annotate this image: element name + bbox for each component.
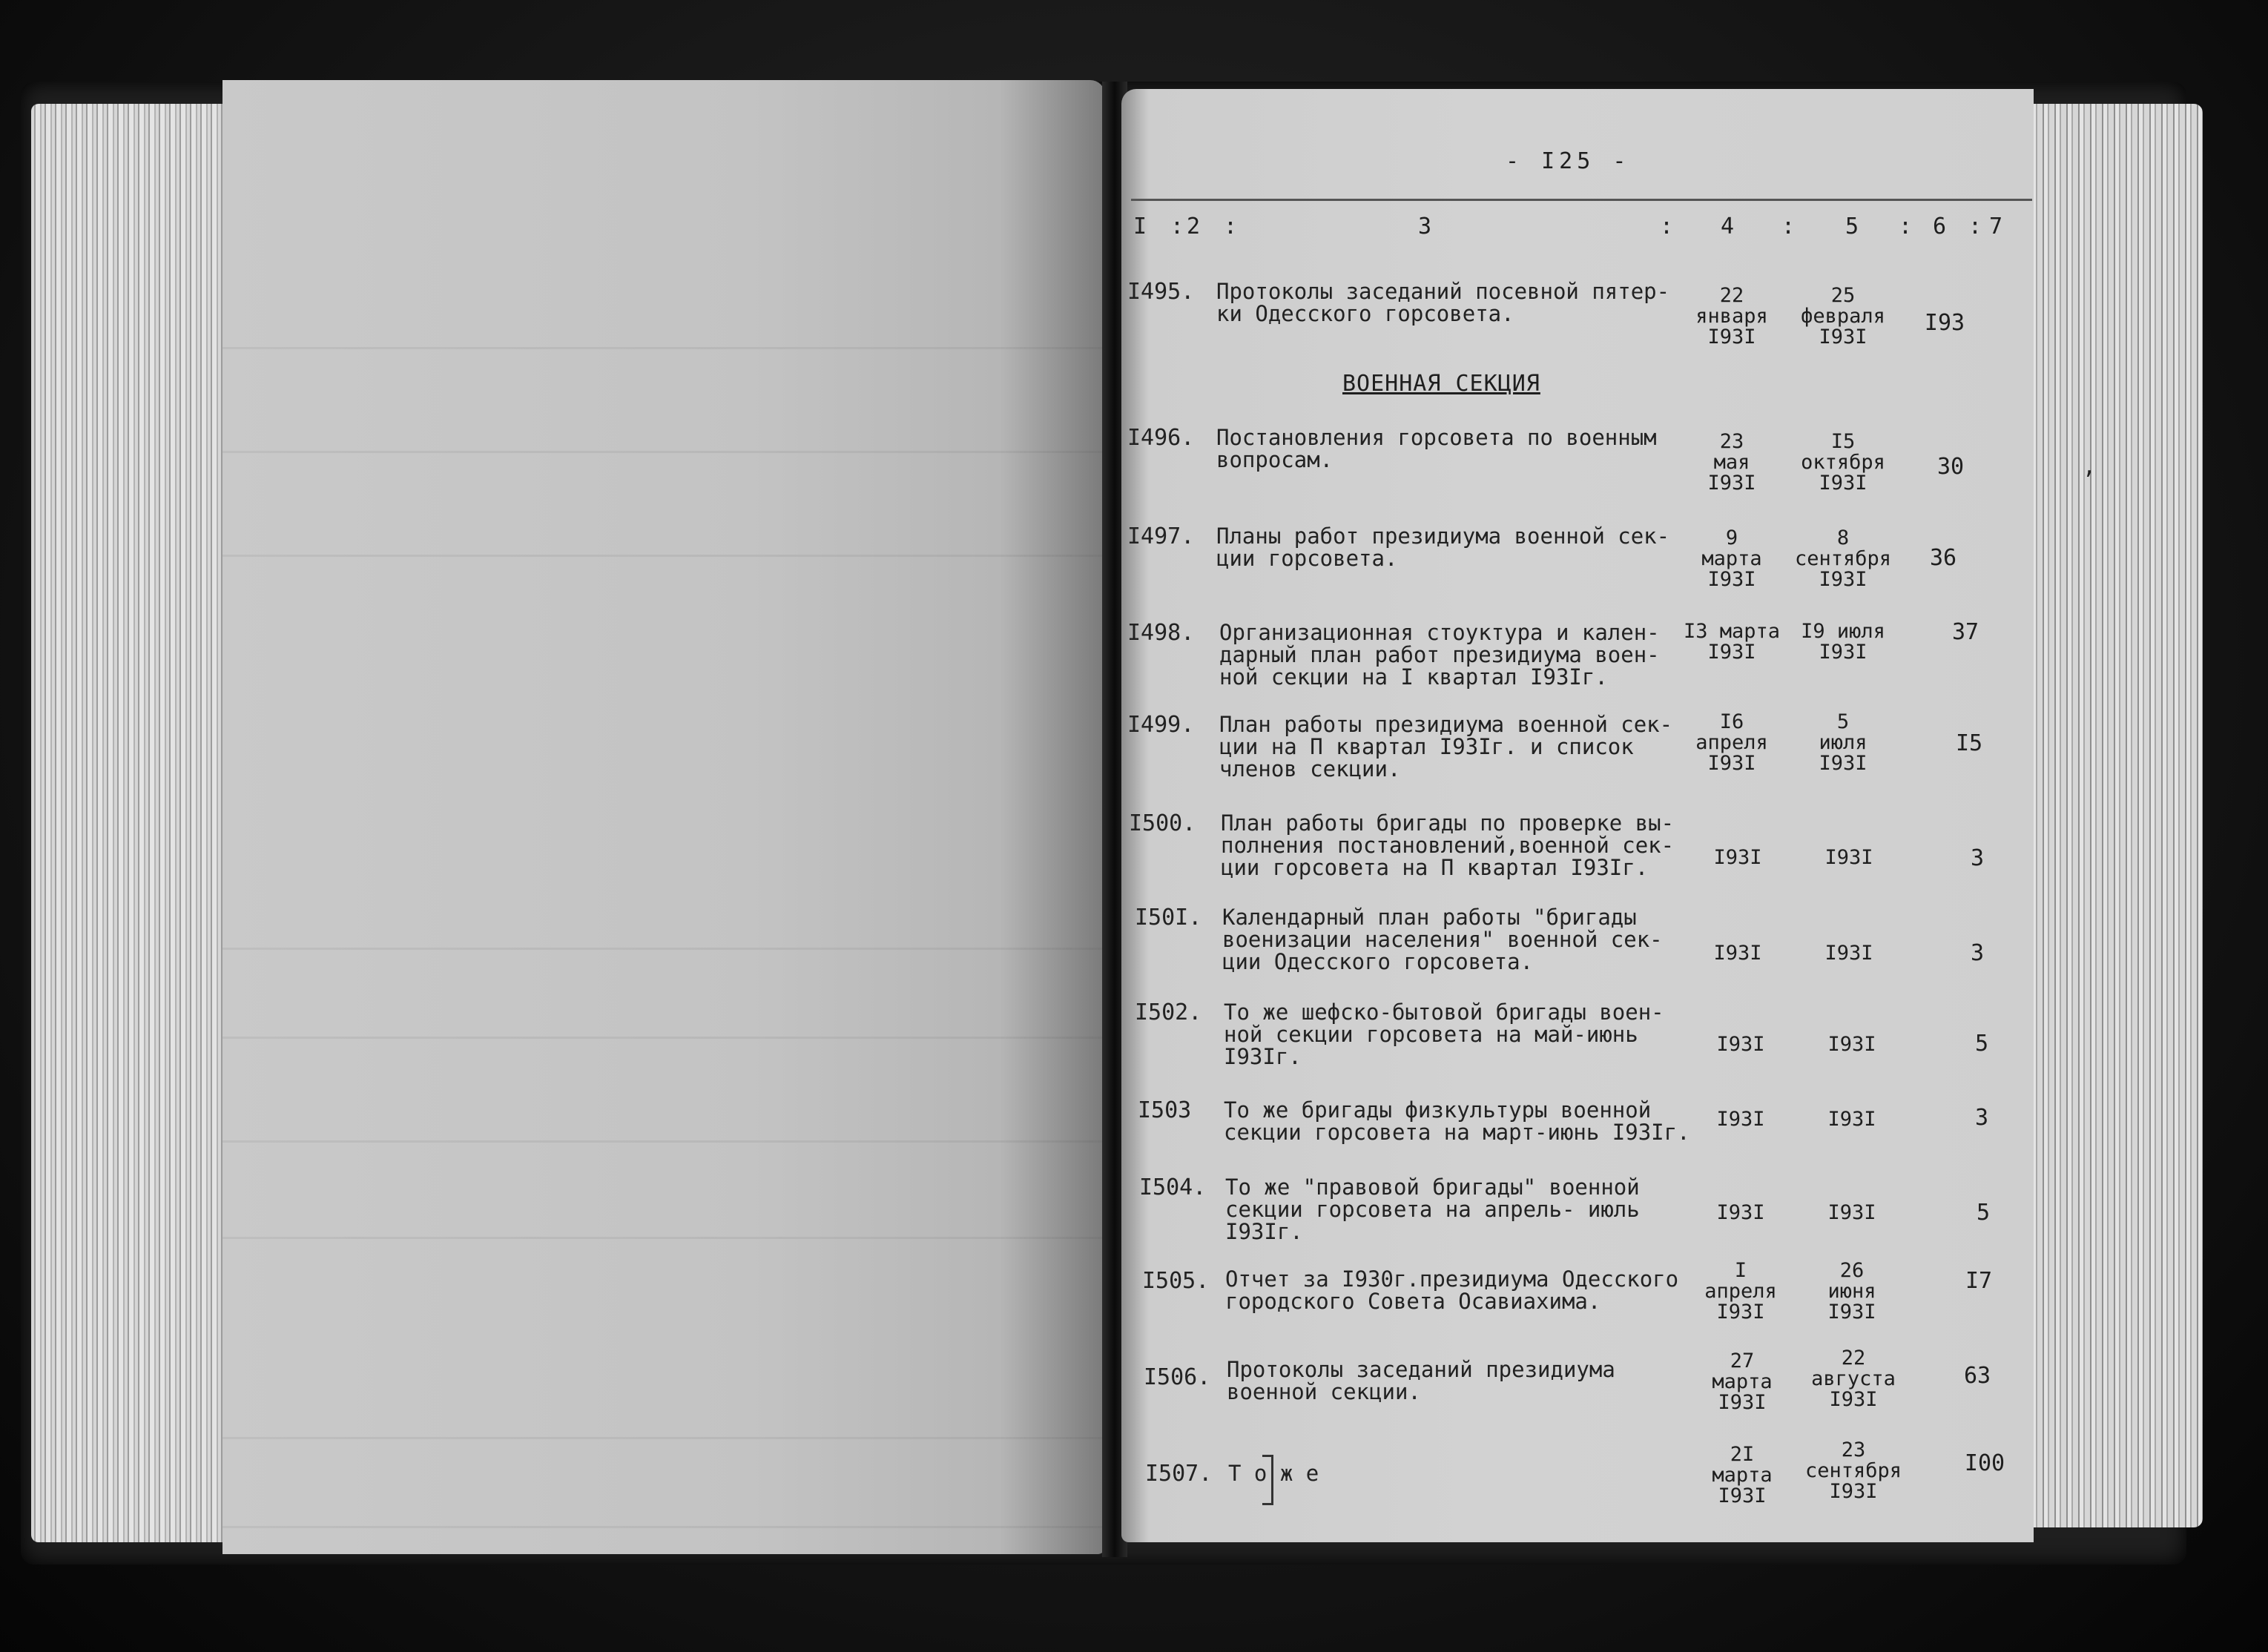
end-date: 26 июня I93I (1827, 1259, 1876, 1324)
section-title: ВОЕННАЯ СЕКЦИЯ (1342, 371, 1540, 397)
start-date: I3 марта I93I (1683, 620, 1781, 664)
entry-number: I505. (1142, 1268, 1210, 1294)
entry-title-line: Протоколы заседаний президиума (1227, 1357, 1615, 1382)
entry-title-line: ции горсовета на П квартал I93Iг. (1221, 855, 1649, 880)
left-page-edges (31, 104, 246, 1542)
end-date: 25 февраля I93I (1801, 284, 1885, 348)
column-sep: : (1968, 214, 1982, 239)
entry-title-line: ки Одесского горсовета. (1216, 301, 1514, 326)
end-date: 22 августа I93I (1811, 1347, 1896, 1411)
entry-number: I495. (1127, 279, 1195, 305)
entry-title-line: То же "правовой бригады" военной (1225, 1174, 1640, 1200)
sheet-count: I7 (1965, 1268, 1993, 1294)
end-date: 5 июля I93I (1819, 710, 1868, 775)
end-date: 8 сентября I93I (1794, 526, 1892, 591)
entry-number: I50I. (1135, 905, 1202, 931)
entry-title-line: То же шефско-бытовой бригады воен- (1224, 1000, 1664, 1025)
margin-mark: , (2083, 454, 2097, 480)
sheet-count: I00 (1964, 1450, 2005, 1476)
entry-title-line: дарный план работ президиума воен- (1219, 642, 1660, 667)
start-date: I93I (1713, 846, 1762, 869)
end-date: I9 июля I93I (1801, 620, 1885, 664)
column-3-label: 3 (1418, 214, 1432, 239)
page-number: - I25 - (1506, 148, 1631, 174)
sheet-count: 3 (1970, 845, 1985, 871)
entry-title-line: I93Iг. (1224, 1044, 1302, 1069)
entry-title-line: членов секции. (1219, 756, 1401, 782)
entry-title-line: ции на П квартал I93Iг. и список (1219, 734, 1634, 759)
sheet-count: 30 (1936, 454, 1965, 480)
entry-title-line: ции горсовета. (1216, 546, 1398, 571)
entry-number: I496. (1127, 425, 1195, 451)
entry-number: I502. (1135, 1000, 1202, 1025)
entry-title-line: Организационная стоуктура и кален- (1219, 620, 1660, 645)
start-date: I93I (1716, 1033, 1765, 1056)
entry-number: I497. (1127, 523, 1195, 549)
column-sep: : (1781, 214, 1796, 239)
entry-title-line: городского Совета Осавиахима. (1225, 1289, 1601, 1314)
entry-title-line: военизации населения" военной сек- (1222, 927, 1663, 952)
start-date: 23 мая I93I (1707, 430, 1756, 495)
end-date: I93I (1824, 846, 1873, 869)
entry-title-line: План работы бригады по проверке вы- (1221, 810, 1675, 836)
sheet-count: 3 (1974, 1105, 1989, 1131)
entry-number: I507. (1145, 1461, 1213, 1487)
column-6-label: 6 (1933, 214, 1947, 239)
start-date: I6 апреля I93I (1695, 710, 1768, 775)
entry-title-line: ции Одесского горсовета. (1222, 949, 1534, 974)
entry-title-line: Отчет за I930г.президиума Одесского (1225, 1266, 1679, 1292)
entry-title-line: вопросам. (1216, 447, 1334, 472)
sheet-count: 5 (1974, 1031, 1989, 1057)
column-1-label: I (1133, 214, 1147, 239)
entry-title-line: Календарный план работы "бригады (1222, 905, 1637, 930)
start-date: I93I (1716, 1108, 1765, 1131)
column-sep: : (1660, 214, 1674, 239)
end-date: I93I (1827, 1033, 1876, 1056)
entry-title-line: секции горсовета на апрель- июль (1225, 1197, 1640, 1222)
entry-number: I500. (1129, 810, 1196, 836)
end-date: I93I (1827, 1201, 1876, 1224)
sheet-count: 36 (1929, 545, 1957, 571)
header-rule (1131, 199, 2032, 201)
column-sep: : (1899, 214, 1913, 239)
entry-title-line: полнения постановлений,военной сек- (1221, 833, 1675, 858)
entry-title-line: военной секции. (1227, 1379, 1421, 1404)
sheet-count: 5 (1976, 1200, 1991, 1226)
column-4-label: 4 (1721, 214, 1735, 239)
sheet-count: I5 (1955, 730, 1983, 756)
start-date: I апреля I93I (1704, 1259, 1777, 1324)
column-sep: : (1170, 214, 1184, 239)
entry-title-line: I93Iг. (1225, 1219, 1303, 1244)
left-page-blank (222, 80, 1105, 1554)
column-2-label: 2 (1187, 214, 1201, 239)
entry-title-line: ной секции горсовета на май-июнь (1224, 1022, 1638, 1047)
start-date: 27 марта I93I (1712, 1349, 1773, 1414)
column-5-label: 5 (1845, 214, 1859, 239)
entry-number: I499. (1127, 712, 1195, 738)
start-date: 22 января I93I (1695, 284, 1768, 348)
start-date: I93I (1713, 942, 1762, 965)
end-date: I93I (1827, 1108, 1876, 1131)
sheet-count: 3 (1970, 940, 1985, 966)
start-date: 2I марта I93I (1712, 1443, 1773, 1507)
entry-title-line: Т о ж е (1228, 1461, 1319, 1486)
column-7-label: 7 (1989, 214, 2003, 239)
entry-title-line: секции горсовета на март-июнь I93Iг. (1224, 1120, 1690, 1145)
start-date: I93I (1716, 1201, 1765, 1224)
end-date: 23 сентября I93I (1804, 1438, 1902, 1503)
bracket-mark (1262, 1455, 1273, 1505)
sheet-count: 63 (1963, 1363, 1991, 1389)
start-date: 9 марта I93I (1701, 526, 1762, 591)
entry-title-line: То же бригады физкультуры военной (1224, 1097, 1652, 1123)
end-date: I5 октября I93I (1801, 430, 1885, 495)
entry-number: I504. (1139, 1174, 1207, 1200)
entry-number: I506. (1144, 1364, 1211, 1390)
entry-number: I498. (1127, 620, 1195, 646)
entry-title-line: Планы работ президиума военной сек- (1216, 523, 1670, 549)
end-date: I93I (1824, 942, 1873, 965)
entry-title-line: План работы президиума военной сек- (1219, 712, 1673, 737)
column-sep: : (1224, 214, 1238, 239)
sheet-count: 37 (1951, 619, 1979, 645)
entry-title-line: Постановления горсовета по военным (1216, 425, 1657, 450)
entry-number: I503 (1138, 1097, 1192, 1123)
entry-title-line: Протоколы заседаний посевной пятер- (1216, 279, 1670, 304)
right-page-edges (2032, 104, 2203, 1527)
sheet-count: I93 (1924, 310, 1965, 336)
entry-title-line: ной секции на I квартал I93Iг. (1219, 664, 1608, 690)
